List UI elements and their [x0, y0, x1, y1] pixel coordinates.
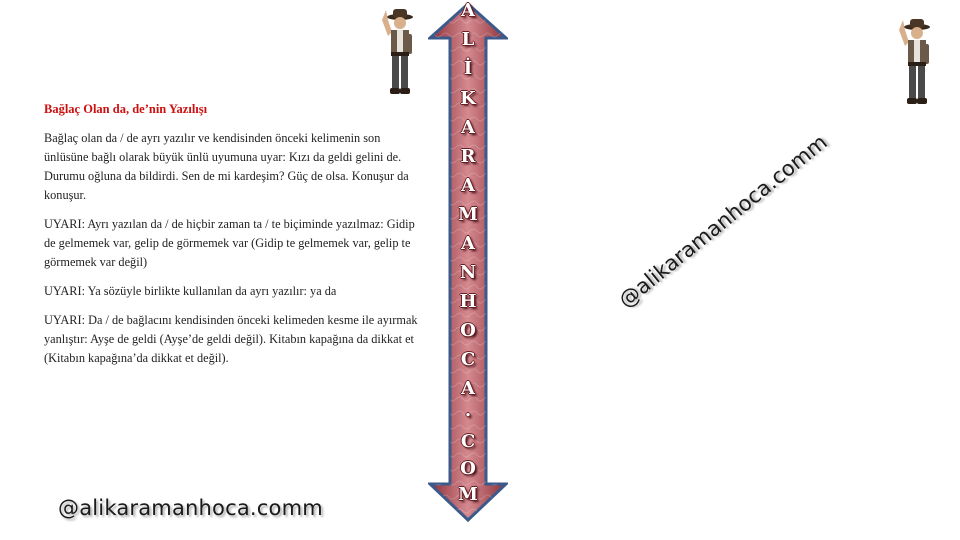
arrow-letter: M [458, 204, 478, 225]
arrow-letter: N [459, 262, 477, 283]
cowboy-figure-icon [376, 6, 420, 98]
arrow-letter: İ [463, 58, 473, 79]
arrow-letter: O [460, 458, 476, 479]
arrow-letter: A [461, 233, 475, 254]
arrow-letter: A [461, 0, 475, 21]
paragraph-2: UYARI: Ayrı yazılan da / de hiçbir zaman ta / te biçiminde yazılmaz: Gidip de gelmemek var, gelip de görmemek var (Gidip te gelmemek var, gelip te görmemek var değil) [44, 217, 415, 269]
arrow-letter: H [459, 291, 477, 312]
paragraph-4: UYARI: Da / de bağlacını kendisinden önceki kelimeden kesme ile ayırmak yanlıştır: Ayşe de geldi (Ayşe’de geldi değil). Kitabın kapağına da dikkat et (Kitabın kapağına’da dikkat et değil). [44, 313, 418, 365]
paragraph-1: Bağlaç olan da / de ayrı yazılır ve kendisinden önceki kelimenin son ünlüsüne bağlı olarak büyük ünlü uyumuna uyar: Kızı da geldi gelini de. Durumu oğluna da bildirdi. Sen de mi kardeşim? Güç de olsa. Konuşur da konuşur. [44, 131, 409, 202]
document-title: Bağlaç Olan da, de’nin Yazılışı [44, 102, 208, 116]
arrow-letter: K [460, 88, 476, 109]
bottom-watermark-handle: @alikaramanhoca.comm [58, 496, 323, 520]
arrow-letter: A [461, 117, 475, 138]
arrow-letter: R [460, 146, 476, 167]
arrow-letter: A [461, 175, 475, 196]
cowboy-figure-icon [893, 16, 937, 108]
diagonal-watermark-handle: @alikaramanhoca.comm [614, 129, 832, 313]
arrow-letter: M [458, 484, 478, 505]
text-document [44, 100, 426, 378]
arrow-letter: O [460, 320, 476, 341]
arrow-letter: A [461, 378, 475, 399]
arrow-letter: L [461, 29, 475, 50]
arrow-letter: C [460, 349, 476, 370]
arrow-letter: C [460, 431, 476, 452]
paragraph-3: UYARI: Ya sözüyle birlikte kullanılan da ayrı yazılır: ya da [44, 284, 337, 298]
arrow-letter: . [464, 400, 472, 421]
arrow-letters [447, 0, 489, 520]
